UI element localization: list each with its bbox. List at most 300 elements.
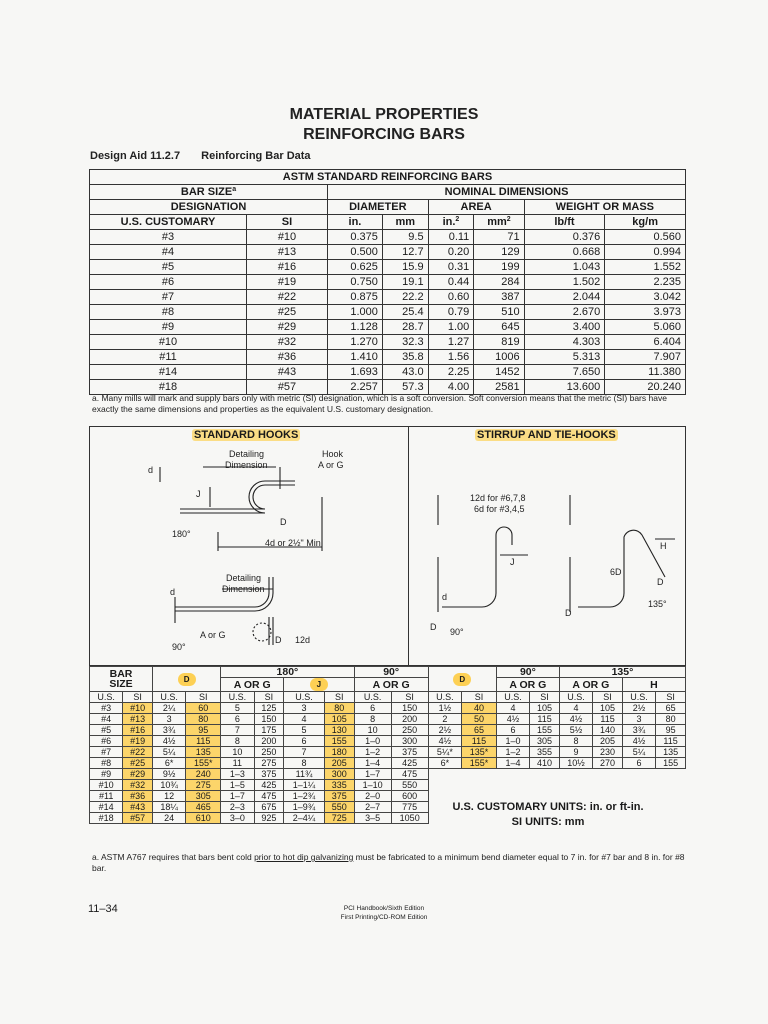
empty-cell [428, 780, 685, 791]
table-cell: 0.875 [328, 290, 383, 305]
table-cell: #32 [123, 780, 153, 791]
table-cell: 3.042 [605, 290, 686, 305]
unit-kgm: kg/m [605, 215, 686, 230]
table-cell: 425 [254, 780, 284, 791]
table-row [90, 305, 686, 320]
table-cell: 7 [221, 725, 254, 736]
table-cell: 0.375 [328, 230, 383, 245]
table-row [90, 714, 686, 725]
table-cell: 4½ [428, 736, 461, 747]
unit-in2 [428, 215, 474, 230]
stirrup-135-header: 135° [559, 667, 685, 678]
table-cell: 71 [474, 230, 524, 245]
unit-mm2 [474, 215, 524, 230]
bend-d-label-90: D [275, 635, 282, 645]
table-cell: #57 [247, 380, 328, 395]
table-cell: 3.973 [605, 305, 686, 320]
table-cell: 250 [391, 725, 428, 736]
table-cell: 1006 [474, 350, 524, 365]
table-cell: 0.11 [428, 230, 474, 245]
j-col-marker: J [310, 678, 328, 691]
unit-lbft: lb/ft [524, 215, 605, 230]
table-cell: 475 [254, 791, 284, 802]
table-cell: 305 [530, 736, 560, 747]
table-cell: 550 [324, 802, 354, 813]
table-cell: 0.750 [328, 275, 383, 290]
designation-header: DESIGNATION [90, 200, 328, 215]
table-cell: 0.994 [605, 245, 686, 260]
dimension-label: Dimension [225, 460, 268, 470]
table-cell: 200 [391, 714, 428, 725]
table-cell: 1.552 [605, 260, 686, 275]
table-cell: 3.400 [524, 320, 605, 335]
table-cell: #32 [247, 335, 328, 350]
table-cell: 65 [462, 725, 497, 736]
table-cell: 2¼ [152, 703, 185, 714]
table-cell: 28.7 [382, 320, 428, 335]
table-cell: #6 [90, 275, 247, 290]
table-cell: 5¼* [428, 747, 461, 758]
table-cell: 3 [622, 714, 655, 725]
table-cell: 13.600 [524, 380, 605, 395]
table-cell: 1.410 [328, 350, 383, 365]
unit-cell: U.S. [559, 692, 592, 703]
table-cell: 6 [221, 714, 254, 725]
table-row [90, 245, 686, 260]
table-row [90, 230, 686, 245]
a-or-g-90-header: A OR G [354, 678, 428, 692]
table-cell: 5 [221, 703, 254, 714]
table-cell: #10 [123, 703, 153, 714]
d-stirrup-marker: D [453, 673, 471, 686]
d-label-90: d [170, 587, 176, 597]
stirrup-hooks-label: STIRRUP AND TIE-HOOKS [477, 429, 616, 441]
table-cell: 1½ [428, 703, 461, 714]
table-cell: #19 [123, 736, 153, 747]
table-cell: 1–0 [354, 736, 391, 747]
table-cell: 2 [428, 714, 461, 725]
table-cell: 2.25 [428, 365, 474, 380]
table-cell: 4 [496, 703, 529, 714]
table-row [90, 769, 686, 780]
table-cell: 375 [391, 747, 428, 758]
table-cell: 5.313 [524, 350, 605, 365]
table-cell: 35.8 [382, 350, 428, 365]
table-cell: 4.00 [428, 380, 474, 395]
table-cell: 1.27 [428, 335, 474, 350]
table-cell: 5¼ [152, 747, 185, 758]
table-cell: #3 [90, 230, 247, 245]
table-cell: #29 [123, 769, 153, 780]
table-cell: #16 [247, 260, 328, 275]
table-cell: 2.044 [524, 290, 605, 305]
stirrup-bend-d-label: D [430, 622, 437, 632]
table-cell: 10¾ [152, 780, 185, 791]
table-cell: 725 [324, 813, 354, 824]
table-cell: #11 [90, 791, 123, 802]
table-cell: 2.670 [524, 305, 605, 320]
table-cell: 925 [254, 813, 284, 824]
table-cell: 0.31 [428, 260, 474, 275]
table-cell: 2½ [428, 725, 461, 736]
table-cell: 1050 [391, 813, 428, 824]
dimension-label-90: Dimension [222, 584, 265, 594]
table-cell: #10 [247, 230, 328, 245]
table-cell: 115 [186, 736, 221, 747]
table-row [90, 725, 686, 736]
table-cell: 25.4 [382, 305, 428, 320]
si-header: SI [247, 215, 328, 230]
table-cell: 610 [186, 813, 221, 824]
stirrup-135-d-label: D [657, 577, 664, 587]
table-row [90, 350, 686, 365]
weight-header: WEIGHT OR MASS [524, 200, 685, 215]
table-cell: 18¼ [152, 802, 185, 813]
table-cell: 300 [391, 736, 428, 747]
table-cell: 1–2 [354, 747, 391, 758]
table-cell: 9½ [152, 769, 185, 780]
bar-label: BAR [109, 668, 133, 680]
stirrup-135-label: 135° [648, 599, 667, 609]
stirrup-90-header: 90° [496, 667, 559, 678]
d-col-header [152, 667, 220, 692]
table-cell: 80 [324, 703, 354, 714]
min-length-label: 4d or 2½" Min. [265, 538, 324, 548]
table-cell: 1.128 [328, 320, 383, 335]
table-cell: 230 [593, 747, 623, 758]
footnote2-post: must be fabricated to a minimum bend diameter equal to 7 in. for #7 bar and 8 in. for #8 bar. [92, 852, 685, 873]
unit-cell: U.S. [354, 692, 391, 703]
hook-diagrams-panel [89, 426, 686, 666]
page-title [0, 105, 768, 145]
table-cell: 0.79 [428, 305, 474, 320]
table-cell: 1–3 [221, 769, 254, 780]
table-cell: 129 [474, 245, 524, 260]
table-cell: 3¾ [152, 725, 185, 736]
table-cell: 1–2¾ [284, 791, 325, 802]
table-cell: 2.257 [328, 380, 383, 395]
table-cell: #14 [90, 365, 247, 380]
table-cell: 284 [474, 275, 524, 290]
table-cell: #3 [90, 703, 123, 714]
table-cell: 12 [152, 791, 185, 802]
stirrup-90-bar [442, 527, 512, 607]
table-cell: 7 [284, 747, 325, 758]
detailing-label: Detailing [229, 449, 265, 459]
hook-180-header: 180° [221, 667, 354, 678]
unit-cell: SI [186, 692, 221, 703]
h-135-header: H [622, 678, 685, 692]
table-cell: #22 [247, 290, 328, 305]
table-cell: 7.907 [605, 350, 686, 365]
table-cell: 3¾ [622, 725, 655, 736]
table-cell: 135 [186, 747, 221, 758]
stirrup-d-label: d [442, 592, 448, 602]
table-cell: #10 [90, 335, 247, 350]
unit-cell: U.S. [622, 692, 655, 703]
table-cell: 115 [462, 736, 497, 747]
table-row [90, 320, 686, 335]
table-cell: 3 [284, 703, 325, 714]
a-or-g-135-header: A OR G [559, 678, 622, 692]
table-cell: 11.380 [605, 365, 686, 380]
d-stirrup-col-header [428, 667, 496, 692]
table-cell: #5 [90, 725, 123, 736]
table-cell: #4 [90, 714, 123, 725]
table-cell: #43 [123, 802, 153, 813]
unit-cell: SI [391, 692, 428, 703]
edition-note [328, 904, 440, 922]
stirrup-135-bend-d-label: D [565, 608, 572, 618]
table-cell: 11 [221, 758, 254, 769]
nominal-header: NOMINAL DIMENSIONS [328, 185, 686, 200]
unit-in2-label: in. [442, 215, 456, 228]
table-cell: 1–9¾ [284, 802, 325, 813]
design-aid-heading [90, 150, 329, 162]
table-cell: 0.44 [428, 275, 474, 290]
stirrup-rule-1: 12d for #6,7,8 [470, 493, 526, 503]
table-cell: 270 [593, 758, 623, 769]
unit-cell: SI [324, 692, 354, 703]
table-cell: 4½ [152, 736, 185, 747]
area-header: AREA [428, 200, 524, 215]
table-cell: 155 [324, 736, 354, 747]
table-cell: 375 [324, 791, 354, 802]
unit-cell: SI [530, 692, 560, 703]
table-cell: 240 [186, 769, 221, 780]
table-cell: 0.668 [524, 245, 605, 260]
table-cell: 115 [656, 736, 686, 747]
unit-mm2-exp: 2 [506, 215, 511, 223]
table-cell: #18 [90, 380, 247, 395]
table-cell: 6* [428, 758, 461, 769]
table-cell: 425 [391, 758, 428, 769]
table-row [90, 290, 686, 305]
table-cell: 205 [593, 736, 623, 747]
title-line-1: MATERIAL PROPERTIES [289, 106, 479, 123]
footnote2-pre: a. ASTM A767 requires that bars bent cold [92, 852, 255, 862]
bar-data-rows [90, 230, 686, 395]
table-cell: 8 [284, 758, 325, 769]
bar-size-header [90, 185, 328, 200]
unit-cell: SI [254, 692, 284, 703]
table-cell: 43.0 [382, 365, 428, 380]
table-cell: #6 [90, 736, 123, 747]
table-cell: 1–7 [354, 769, 391, 780]
table-row [90, 703, 686, 714]
detailing-label-90: Detailing [226, 573, 262, 583]
table-main-header: ASTM STANDARD REINFORCING BARS [90, 170, 686, 185]
units-line-2: SI UNITS: mm [511, 816, 585, 828]
table-cell: 10 [221, 747, 254, 758]
table-cell: 1.043 [524, 260, 605, 275]
table-cell: #10 [90, 780, 123, 791]
table-cell: 135* [462, 747, 497, 758]
table-cell: 2.235 [605, 275, 686, 290]
table-cell: #25 [123, 758, 153, 769]
table-cell: #29 [247, 320, 328, 335]
hook-diagrams-drawing [90, 427, 687, 667]
table-cell: 4½ [496, 714, 529, 725]
table-cell: #13 [247, 245, 328, 260]
unit-in: in. [328, 215, 383, 230]
table-cell: 200 [254, 736, 284, 747]
table-cell: 32.3 [382, 335, 428, 350]
bend-diameter-circle [253, 623, 271, 641]
table-cell: 50 [462, 714, 497, 725]
table-cell: 5 [284, 725, 325, 736]
a-or-g-label-90: A or G [200, 630, 226, 640]
design-aid-number: Design Aid 11.2.7 [90, 150, 181, 162]
table-cell: 19.1 [382, 275, 428, 290]
table-cell: 475 [391, 769, 428, 780]
table-cell: 22.2 [382, 290, 428, 305]
title-line-2: REINFORCING BARS [303, 126, 465, 143]
j-label: J [196, 489, 201, 499]
table-cell: 1.502 [524, 275, 605, 290]
unit-cell: SI [462, 692, 497, 703]
unit-mm: mm [382, 215, 428, 230]
table-cell: 510 [474, 305, 524, 320]
table-cell: 205 [324, 758, 354, 769]
table-cell: 65 [656, 703, 686, 714]
table-cell: 6.404 [605, 335, 686, 350]
table-cell: #7 [90, 747, 123, 758]
table-cell: 6* [152, 758, 185, 769]
unit-cell: SI [123, 692, 153, 703]
table-cell: #36 [123, 791, 153, 802]
table-cell: 150 [254, 714, 284, 725]
table-cell: #7 [90, 290, 247, 305]
units-note [410, 800, 686, 830]
stirrup-6d-label: 6D [610, 567, 622, 577]
table-cell: #13 [123, 714, 153, 725]
table-cell: 115 [593, 714, 623, 725]
table-cell: 125 [254, 703, 284, 714]
table-cell: 550 [391, 780, 428, 791]
table-cell: 275 [186, 780, 221, 791]
stirrup-h-label: H [660, 541, 667, 551]
twelve-d-label: 12d [295, 635, 311, 645]
table-cell: #9 [90, 769, 123, 780]
unit-cell: SI [656, 692, 686, 703]
table-row [90, 780, 686, 791]
table-cell: 155 [656, 758, 686, 769]
table-cell: 2–3 [221, 802, 254, 813]
table-cell: 2–7 [354, 802, 391, 813]
table-cell: 410 [530, 758, 560, 769]
table-cell: #14 [90, 802, 123, 813]
table-cell: 1–0 [496, 736, 529, 747]
table-row [90, 736, 686, 747]
table-cell: 0.376 [524, 230, 605, 245]
table-cell: 6 [284, 736, 325, 747]
table-cell: 775 [391, 802, 428, 813]
a-or-g-label: A or G [318, 460, 344, 470]
table-cell: 5¼ [622, 747, 655, 758]
table-cell: 6 [496, 725, 529, 736]
table-cell: 3–5 [354, 813, 391, 824]
table-cell: 3 [152, 714, 185, 725]
table-cell: 1.270 [328, 335, 383, 350]
table-cell: 60 [186, 703, 221, 714]
table-cell: 305 [186, 791, 221, 802]
table-cell: 355 [530, 747, 560, 758]
bar-size-footnote-mark: a [232, 185, 237, 193]
table-cell: 24 [152, 813, 185, 824]
table-row [90, 747, 686, 758]
unit-in2-exp: 2 [455, 215, 460, 223]
table-cell: 1–1¼ [284, 780, 325, 791]
table-cell: 1–10 [354, 780, 391, 791]
table-cell: #4 [90, 245, 247, 260]
table-cell: 105 [593, 703, 623, 714]
table-cell: 1–4 [496, 758, 529, 769]
page-number: 11–34 [88, 903, 118, 915]
unit-cell: U.S. [428, 692, 461, 703]
table-cell: 180 [324, 747, 354, 758]
diameter-header: DIAMETER [328, 200, 429, 215]
a-or-g-180-header: A OR G [221, 678, 284, 692]
table-cell: 140 [593, 725, 623, 736]
table-cell: 135 [656, 747, 686, 758]
table-cell: 10½ [559, 758, 592, 769]
table-cell: #18 [90, 813, 123, 824]
hook-90-header: 90° [354, 667, 428, 678]
table-cell: 4.303 [524, 335, 605, 350]
stirrup-j-label: J [510, 557, 515, 567]
unit-cell: U.S. [496, 692, 529, 703]
unit-cell: U.S. [90, 692, 123, 703]
table-cell: 150 [391, 703, 428, 714]
table-row [90, 275, 686, 290]
table-cell: 2–4¼ [284, 813, 325, 824]
table-cell: 819 [474, 335, 524, 350]
table-row [90, 365, 686, 380]
table-cell: 4 [559, 703, 592, 714]
table-cell: 250 [254, 747, 284, 758]
table-cell: #11 [90, 350, 247, 365]
unit-cell: U.S. [284, 692, 325, 703]
table-cell: 155* [462, 758, 497, 769]
table-cell: 1.00 [428, 320, 474, 335]
table-cell: 1–7 [221, 791, 254, 802]
table-cell: 4½ [559, 714, 592, 725]
us-customary-header: U.S. CUSTOMARY [90, 215, 247, 230]
unit-cell: U.S. [221, 692, 254, 703]
table-cell: 600 [391, 791, 428, 802]
table-cell: 1.693 [328, 365, 383, 380]
bend-d-label: D [280, 517, 287, 527]
table-cell: 0.500 [328, 245, 383, 260]
stirrup-rule-2: 6d for #3,4,5 [474, 504, 525, 514]
d-col-marker: D [178, 673, 196, 686]
table-cell: 375 [254, 769, 284, 780]
bar-size-label: BAR SIZE [180, 185, 233, 198]
size-label: SIZE [109, 678, 133, 690]
unit-row [90, 692, 686, 703]
table-cell: 387 [474, 290, 524, 305]
stirrup-90-label: 90° [450, 627, 464, 637]
table-cell: 12.7 [382, 245, 428, 260]
table-cell: 2581 [474, 380, 524, 395]
table-cell: 155* [186, 758, 221, 769]
table-cell: 675 [254, 802, 284, 813]
table-cell: 5½ [559, 725, 592, 736]
table-cell: #57 [123, 813, 153, 824]
table-cell: 155 [530, 725, 560, 736]
table-cell: #8 [90, 305, 247, 320]
